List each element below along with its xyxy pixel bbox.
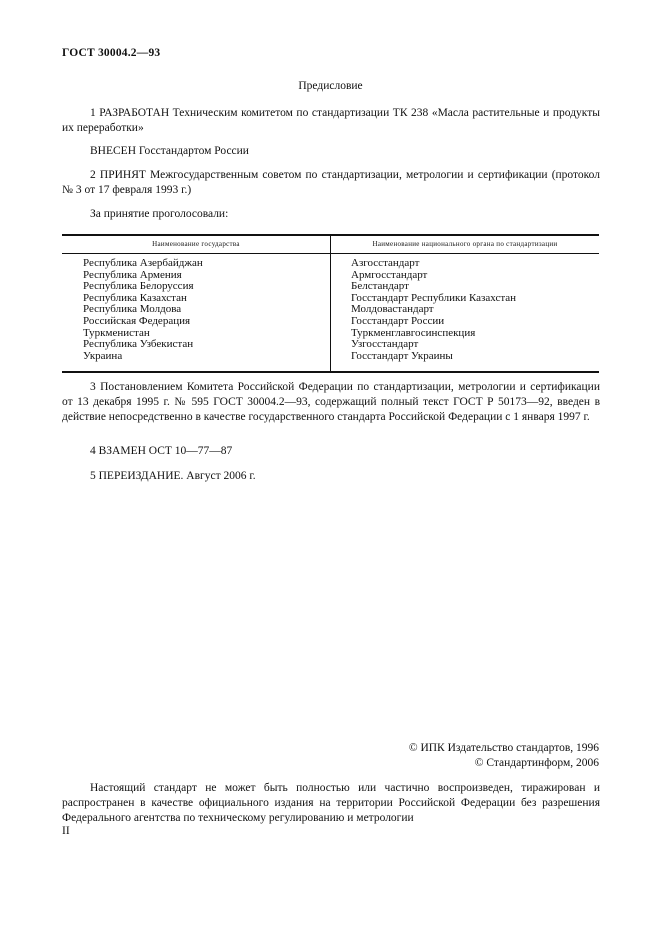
copyright-line: © Стандартинформ, 2006 [474,757,599,769]
table-cell-state: Украина [83,349,123,362]
table-cell-body: Госстандарт Республики Казахстан [351,291,517,304]
table-cell-state: Туркменистан [83,326,150,339]
item-replaces: 4 ВЗАМЕН ОСТ 10—77—87 [90,445,233,457]
column-header-body: Наименование национального органа по стандартизации [372,240,558,248]
states-column [83,258,203,362]
table-cell-state: Республика Армения [83,268,182,281]
table-cell-state: Российская Федерация [83,314,191,327]
voted-label: За принятие проголосовали: [90,208,229,220]
voting-table [62,234,599,373]
reproduction-notice: Настоящий стандарт не может быть полностью или частично воспроизведен, тиражирован и распространен в качестве официального издания на территории Российской Федерации без разрешения Федерального агентства по техническому регулированию и метрологии [62,782,600,824]
preface-title: Предисловие [298,80,363,92]
table-cell-state: Республика Молдова [83,303,182,316]
column-header-state: Наименование государства [152,240,240,248]
table-cell-body: Госстандарт России [351,314,445,327]
item-introduced: ВНЕСЕН Госстандартом России [90,145,249,157]
table-cell-body: Армгосстандарт [351,268,428,281]
table-cell-state: Республика Азербайджан [83,257,203,269]
table-cell-body: Белстандарт [351,280,409,293]
table-cell-body: Туркменглавгосинспекция [351,326,476,339]
page-number: II [62,825,70,837]
item-enacted: 3 Постановлением Комитета Российской Федерации по стандартизации, метрологии и сертификации от 13 декабря 1995 г. № 595 ГОСТ 30004.2—93, содержащий полный текст ГОСТ Р 50173—92, введен в действие непосредственно в качестве государственного стандарта Российской Федерации с 1 января 1997 г. [62,381,600,423]
item-adopted: 2 ПРИНЯТ Межгосударственным советом по стандартизации, метрологии и сертификации (протокол № 3 от 17 февраля 1993 г.) [62,169,600,196]
table-cell-state: Республика Казахстан [83,291,187,304]
table-cell-state: Республика Узбекистан [83,338,194,351]
table-cell-body: Узгосстандарт [351,338,419,351]
item-reissue: 5 ПЕРЕИЗДАНИЕ. Август 2006 г. [90,470,256,482]
copyright-line: © ИПК Издательство стандартов, 1996 [408,742,599,754]
table-cell-body: Молдовастандарт [351,303,434,316]
copyright-block [409,741,599,771]
bodies-column [351,258,516,362]
item-developed: 1 РАЗРАБОТАН Техническим комитетом по стандартизации ТК 238 «Масла растительные и продукты их переработки» [62,107,600,134]
document-code: ГОСТ 30004.2—93 [62,47,161,59]
table-cell-body: Азгосстандарт [351,257,420,269]
column-divider [330,236,331,371]
table-cell-state: Республика Белоруссия [83,280,194,293]
table-cell-body: Госстандарт Украины [351,349,453,362]
